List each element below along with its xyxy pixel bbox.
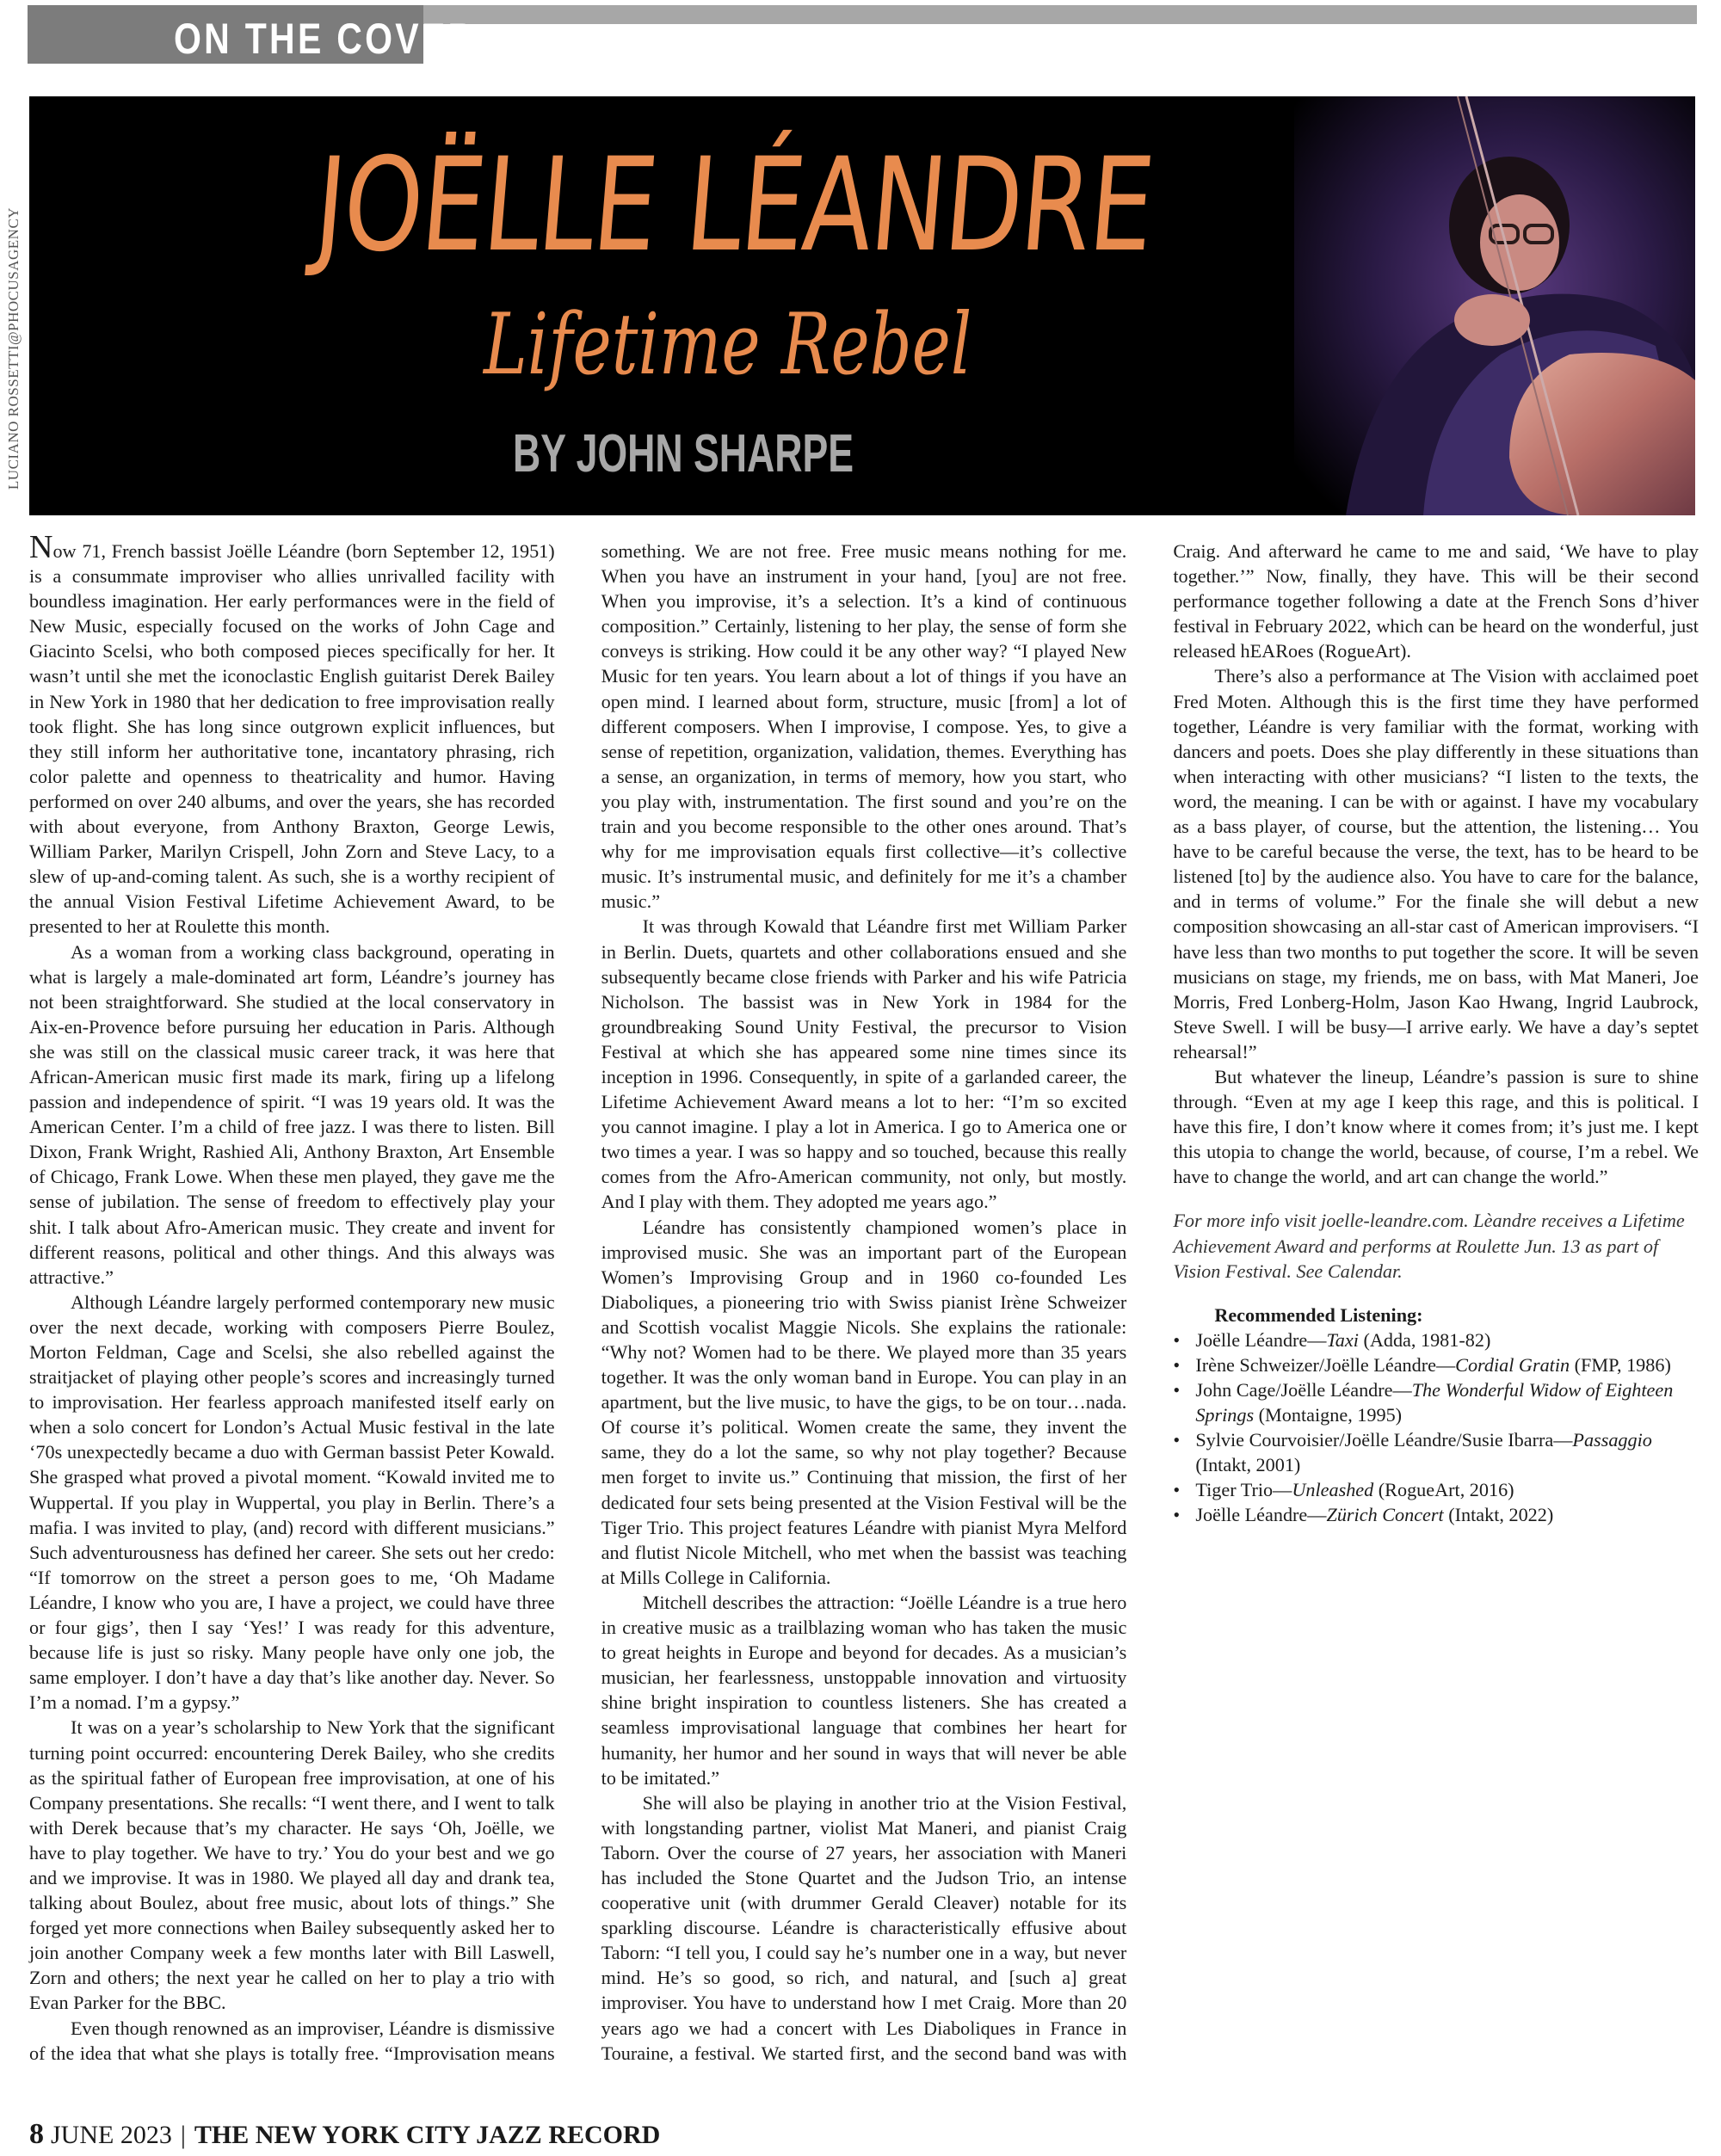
recommended-artist: John Cage/Joëlle Léandre—: [1195, 1379, 1412, 1401]
article-subtitle: Lifetime Rebel: [484, 296, 972, 394]
recommended-label: (RogueArt, 2016): [1373, 1479, 1514, 1501]
recommended-label: (Intakt, 2001): [1195, 1454, 1301, 1476]
article-paragraph: But whatever the lineup, Léandre’s passion is sure to shine through. “Even at my age I keep this rage, and this is political. I have this fire, I don’t know where it comes from; it’s just me. I kept this utopia to change the world, because, of course, I’m a rebel. We have to change the world, and art can change the world.”: [1173, 1065, 1699, 1188]
byline: BY JOHN SHARPE: [513, 424, 854, 484]
photo-credit-text: LUCIANO ROSSETTI@PHOCUSAGENCY: [5, 206, 22, 490]
recommended-label: (Adda, 1981-82): [1358, 1328, 1491, 1351]
article-body: [29, 529, 1699, 2079]
article-paragraph: Even though renowned as an improviser, Léandre is dismissive of the idea that what she plays is totally free. “Improvisation means something. We are not free. Free music means nothing for me. When you have an instrument in your hand, [you] are not free. When you improvise, it’s a selection. It’s a kind of continuous composition.” Certainly, listening to her play, the sense of form she conveys is striking. How could it be any other way? “I played New Music for ten years. You learn about a lot of things if you have an open mind. I learned about form, structure, music [from] a lot of different composers. When I improvise, I compose. Yes, to give a sense of repetition, organization, validation, themes. Everything has a sense, an organization, in terms of memory, how you start, who you play with, instrumentation. The first sound and you’re on the train and you become responsible to the other ones around. That’s why for me improvisation equals first collective—it’s collective music. It’s instrumental music, and definitely for me it’s a chamber music.”: [29, 540, 1127, 2064]
article-paragraph: [29, 529, 555, 939]
recommended-label: (FMP, 1986): [1570, 1353, 1671, 1376]
recommended-item: [1173, 1427, 1699, 1477]
page-number: 8: [29, 2118, 44, 2150]
article-paragraph: Mitchell describes the attraction: “Joëlle Léandre is a true hero in creative music as a trailblazing woman who has taken the music to great heights in Europe and beyond for decades. As a musician’s musician, her fearlessness, unstoppable innovation and virtuosity shine bright inspiration to countless listeners. She has created a seamless improvisational language that combines her heart for humanity, her humor and her sound in ways that will never be able to be imitated.”: [601, 1591, 1127, 1789]
recommended-list: [1173, 1327, 1699, 1528]
issue-date: JUNE 2023: [51, 2121, 172, 2149]
recommended-title: The Wonderful Widow of Eighteen Springs: [1195, 1379, 1674, 1426]
recommended-label: (Montaigne, 1995): [1254, 1404, 1403, 1426]
photo-credit: [3, 206, 24, 490]
recommended-title: Taxi: [1326, 1328, 1359, 1351]
recommended-item: [1173, 1352, 1699, 1377]
drop-cap: N: [29, 529, 53, 565]
recommended-title: Unleashed: [1292, 1479, 1374, 1501]
article-paragraph: As a woman from a working class background, operating in what is largely a male-dominated art form, Léandre’s journey has not been straightforward. She studied at the local conservatory in Aix-en-Provence before pursuing her education in Paris. Although she was still on the classical music career track, it was here that African-American music first made its mark, firing up a lifelong passion and independence of spirit. “I was 19 years old. It was the American Center. I’m a child of free jazz. I was there to listen. Bill Dixon, Frank Wright, Rashied Ali, Anthony Braxton, Art Ensemble of Chicago, Frank Lowe. When these men played, they gave me the sense of jubilation. The sense of freedom to effectively play your shit. I talk about Afro-American music. They create and invent for different reasons, political and other things. And this always was attractive.”: [29, 940, 555, 1288]
recommended-heading: Recommended Listening:: [1214, 1303, 1423, 1326]
recommended-title: Passaggio: [1572, 1429, 1652, 1451]
recommended-item: [1173, 1377, 1699, 1427]
recommended-artist: Sylvie Courvoisier/Joëlle Léandre/Susie Ibarra—: [1195, 1429, 1573, 1451]
cover-banner: [29, 96, 1695, 515]
recommended-artist: Joëlle Léandre—: [1195, 1504, 1327, 1526]
article-paragraph: It was on a year’s scholarship to New York that the significant turning point occurred: encountering Derek Bailey, who she credits as the spiritual father of European free improvisation, at one of his Company presentations. She recalls: “I went there, and I went to talk with Derek because that’s my character. He says ‘Oh, Joëlle, we have to play together. We have to try.’ You do your best and we go and we improvise. It was in 1980. We played all day and drank tea, talking about Boulez, about free music, about lots of things.” She forged yet more connections when Bailey subsequently asked her to join another Company week a few months later with Bill Laswell, Zorn and others; the next year he called on her to play a trio with Evan Parker for the BBC.: [29, 1716, 555, 2014]
recommended-item: [1173, 1502, 1699, 1527]
article-paragraph: Léandre has consistently championed women’s place in improvised music. She was an important part of the European Women’s Improvising Group and in 1960 co-founded Les Diaboliques, a pioneering trio with Swiss pianist Irène Schweizer and Scottish vocalist Maggie Nicols. She explains the rationale: “Why not? Women had to be there. We played more than 35 years together. It was the only woman band in Europe. You can play in an apartment, but the live music, to have the gigs, to be on tour…nada. Of course it’s political. Women create the same, they invent the same, they do a lot the same, so why not play together? Because men forget to invite us.” Continuing that mission, the first of her dedicated four sets being presented at the Vision Festival will be the Tiger Trio. This project features Léandre with pianist Myra Melford and flutist Nicole Mitchell, who met when the bassist was teaching at Mills College in California.: [601, 1216, 1127, 1588]
info-note: For more info visit joelle-leandre.com. Lèandre receives a Lifetime Achievement Award and performs at Roulette Jun. 13 as part of Vision Festival. See Calendar.: [1173, 1210, 1685, 1282]
recommended-item: [1173, 1477, 1699, 1502]
recommended-title: Zürich Concert: [1326, 1504, 1444, 1526]
section-label: ON THE COVER: [174, 15, 477, 63]
recommended-artist: Tiger Trio—: [1195, 1479, 1292, 1501]
paragraph-text: ow 71, French bassist Joëlle Léandre (born September 12, 1951) is a consummate improviser who allies unrivalled facility with boundless imagination. Her early performances were in the field of New Music, especially focused on the works of John Cage and Giacinto Scelsi, who both composed pieces specifically for her. It wasn’t until she met the iconoclastic English guitarist Derek Bailey in New York in 1980 that her dedication to free improvisation really took flight. She has long since outgrown explicit influences, but they still inform her authoritative tone, incantatory phrasing, rich color palette and openness to theatricality and humor. Having performed on over 240 albums, and over the years, she has recorded with about everyone, from Anthony Braxton, George Lewis, William Parker, Marilyn Crispell, John Zorn and Steve Lacy, to a slew of up-and-coming talent. As such, she is a worthy recipient of the annual Vision Festival Lifetime Achievement Award, to be presented to her at Roulette this month.: [29, 540, 555, 938]
recommended-artist: Irène Schweizer/Joëlle Léandre—: [1195, 1353, 1456, 1376]
footer-separator: |: [180, 2121, 186, 2149]
recommended-title: Cordial Gratin: [1455, 1353, 1570, 1376]
article-paragraph: It was through Kowald that Léandre first met William Parker in Berlin. Duets, quartets and other collaborations ensued and she subsequently became close friends with Parker and his wife Patricia Nicholson. The bassist was in New York in 1984 for the groundbreaking Sound Unity Festival, the precursor to Vision Festival at which she has appeared some nine times since its inception in 1996. Consequently, in spite of a garlanded career, the Lifetime Achievement Award means a lot to her: “I’m so excited you cannot imagine. I play a lot in America. I go to America one or two times a year. I was so happy and so touched, because this really comes from the Afro-American community, not only, but mostly. And I play with them. They adopted me years ago.”: [601, 915, 1127, 1213]
article-paragraph: Although Léandre largely performed contemporary new music over the next decade, working with composers Pierre Boulez, Morton Feldman, Cage and Scelsi, she also rebelled against the straitjacket of playing other people’s scores and increasingly turned to improvisation. Her fearless approach manifested itself early on when a solo concert for London’s Actual Music festival in the late ‘70s unexpectedly became a duo with German bassist Peter Kowald. She grasped what proved a pivotal moment. “Kowald invited me to Wuppertal. If you play in Wuppertal, you play in Berlin. There’s a mafia. I was invited to play, (and) record with different musicians.” Such adventurousness has defined her career. She sets out her credo: “If tomorrow on the street a person goes to me, ‘Oh Madame Léandre, I know who you are, I have a project, we could have three or four gigs’, then I say ‘Yes!’ I was ready for this adventure, because life is just so risky. Many people have only one job, the same employer. I don’t have a day that’s like another day. Never. So I’m a nomad. I’m a gypsy.”: [29, 1291, 555, 1714]
article-paragraph: There’s also a performance at The Vision with acclaimed poet Fred Moten. Although this is the first time they have performed together, Léandre is very familiar with the format, working with dancers and poets. Does she play differently in these situations than when interacting with other musicians? “I listen to the texts, the word, the meaning. I can be with or against. I have my vocabulary as a bass player, of course, but the attention, the listening… You have to be careful because the verse, the text, has to be heard to be listened [to] by the audience also. You have to care for the balance, and in terms of volume.” For the finale she will debut a new composition showcasing an all-star cast of American improvisers. “I have less than two months to put together the score. It will be seven musicians on stage, my friends, me on bass, with Mat Maneri, Joe Morris, Fred Lonberg-Holm, Jason Kao Hwang, Ingrid Laubrock, Steve Swell. I will be busy—I arrive early. We have a day’s septet rehearsal!”: [1173, 665, 1699, 1063]
cover-photo: [1294, 96, 1695, 515]
article-paragraph: She will also be playing in another trio at the Vision Festival, with longstanding partner, violist Mat Maneri, and pianist Craig Taborn. Over the course of 27 years, her association with Maneri has included the Stone Quartet and the Judson Trio, an intense cooperative unit (with drummer Gerald Cleaver) notable for its sparkling discourse. Léandre is characteristically effusive about Taborn: “I tell you, I could say he’s number one in a way, but never mind. He’s so good, so rich, and natural, and [such a] great improviser. You have to understand how I met Craig. More than 20 years ago we had a concert with Les Diaboliques in France in Touraine, a festival. We started first, and the second band was with Craig. And afterward he came to me and said, ‘We have to play together.’” Now, finally, they have. This will be their second performance together following a date at the French Sons d’hiver festival in February 2022, which can be heard on the wonderful, just released hEARoes (RogueArt).: [601, 540, 1699, 2064]
article-title: JOËLLE LÉANDRE: [309, 131, 1159, 280]
page-footer: [29, 2118, 660, 2151]
recommended-artist: Joëlle Léandre—: [1195, 1328, 1327, 1351]
recommended-item: [1173, 1327, 1699, 1352]
recommended-label: (Intakt, 2022): [1443, 1504, 1554, 1526]
section-header: [28, 5, 1697, 64]
publication-name: THE NEW YORK CITY JAZZ RECORD: [194, 2121, 661, 2149]
